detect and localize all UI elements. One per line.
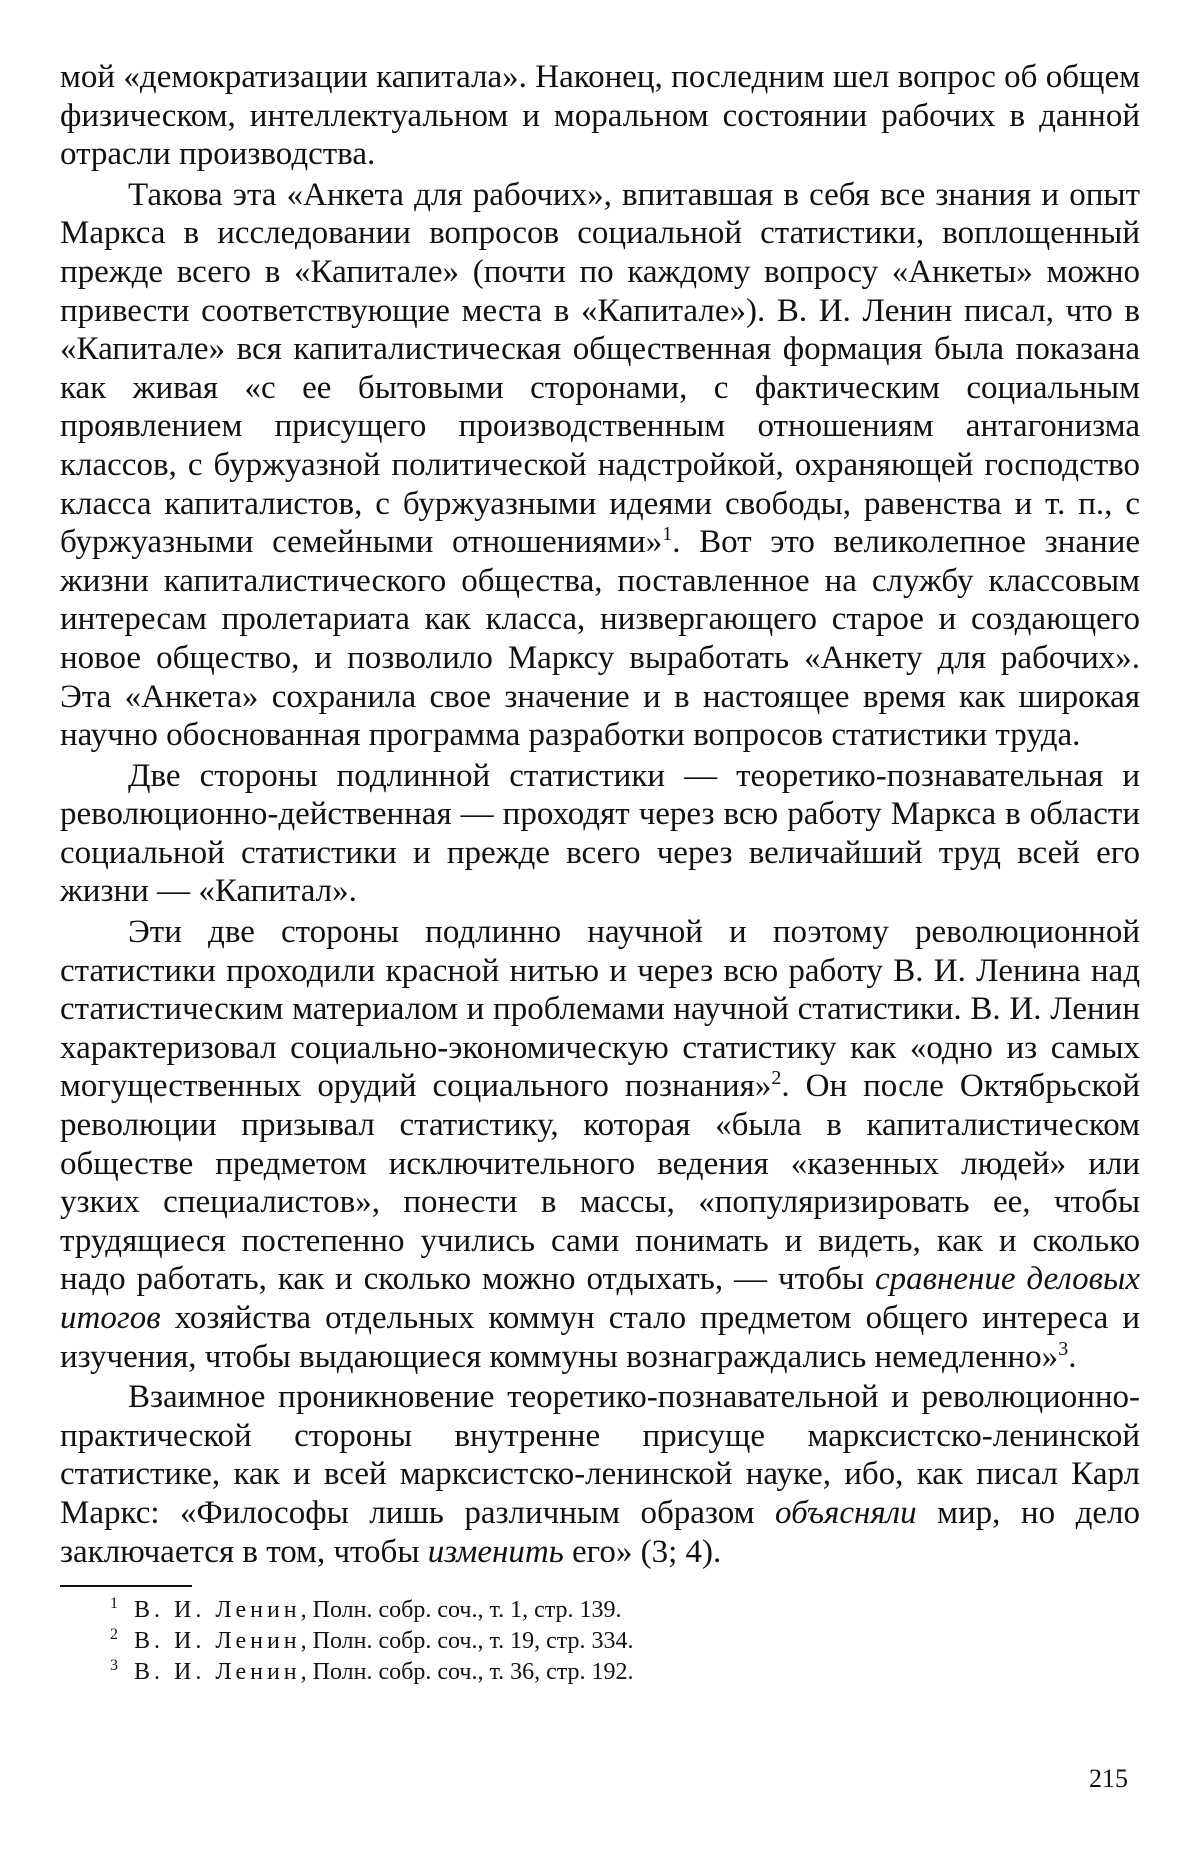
- paragraph: [60, 176, 1140, 755]
- emphasized-text: сравнение деловых итогов: [60, 1261, 1140, 1336]
- text-run: мир, но дело заключается в том, чтобы: [60, 1494, 1141, 1570]
- footnote-divider: [60, 1585, 192, 1587]
- text-run: . Он после Октябрьской революции призывал статистику, которая «была в капиталистическом обществе предметом исключительного ведения «казенных людей» или узких специалистов», понести в массы, «популяризировать ее, чтобы трудящиеся постепенно учились сами понимать и видеть, как и сколько надо работать, как и сколько можно отдыхать, — чтобы: [60, 1068, 1140, 1298]
- paragraph: [60, 1378, 1140, 1571]
- emphasized-text: объясняли: [775, 1494, 917, 1531]
- footnote: 3 В. И. Ленин, Полн. собр. соч., т. 36, стр. 192.: [110, 1657, 634, 1686]
- footnote-ref: 2: [771, 1067, 782, 1090]
- footnote-citation: , Полн. собр. соч., т. 1, стр. 139.: [300, 1597, 622, 1624]
- footnote: 1 В. И. Ленин, Полн. собр. соч., т. 1, стр. 139.: [110, 1595, 622, 1624]
- paragraph: [60, 757, 1140, 911]
- text-run: хозяйства отдельных коммун стало предметом общего интереса и изучения, чтобы выдающиеся коммуны вознаграждались немедленно»: [60, 1300, 1140, 1375]
- text-run: мой «демократизации капитала». Наконец, последним шел вопрос об общем физическом, интеллектуальном и моральном состоянии рабочих в данной отрасли производства.: [60, 59, 1140, 173]
- footnote-ref: 1: [662, 523, 673, 546]
- footnote: 2 В. И. Ленин, Полн. собр. соч., т. 19, стр. 334.: [110, 1626, 634, 1655]
- text-run: его» (3; 4).: [563, 1533, 722, 1570]
- text-run: Эти две стороны подлинно научной и поэтому революционной статистики проходили красной нитью и через всю работу В. И. Ленина над статистическим материалом и проблемами научной статистики. В. И. Ленин характеризовал социально-экономическую статистику как «одно из самых могущественных орудий социального познания»: [60, 914, 1140, 1105]
- text-run: Две стороны подлинной статистики — теоретико-познавательная и революционно-действенная — проходят через всю работу Маркса в области социальной статистики и прежде всего через величайший труд всей его жизни — «Капитал».: [60, 757, 1140, 910]
- main-text: [60, 58, 1140, 1571]
- text-run: . Вот это великолепное знание жизни капиталистического общества, поставленное на службу классовым интересам пролетариата как класса, низвергающего старое и создающего новое общество, и позволило Марксу выработать «Анкету для рабочих». Эта «Анкета» сохранила свое значение и в настоящее время как широкая научно обоснованная программа разработки вопросов статистики труда.: [60, 524, 1140, 754]
- footnote-ref: 3: [1058, 1337, 1069, 1360]
- footnote-author: В. И. Ленин: [134, 1597, 301, 1624]
- text-run: .: [1068, 1338, 1077, 1375]
- emphasized-text: изменить: [427, 1533, 564, 1570]
- footnote-author: В. И. Ленин: [134, 1659, 301, 1686]
- paragraph: [60, 913, 1140, 1376]
- paragraph: [60, 58, 1140, 174]
- page-body: [60, 58, 1140, 1688]
- footnote-author: В. И. Ленин: [134, 1628, 301, 1655]
- text-run: Такова эта «Анкета для рабочих», впитавшая в себя все знания и опыт Маркса в исследовании вопросов социальной статистики, воплощенный прежде всего в «Капитале» (почти по каждому вопросу «Анкеты» можно привести соответствующие места в «Капитале»). В. И. Ленин писал, что в «Капитале» вся капиталистическая общественная формация была показана как живая «с ее бытовыми сторонами, с фактическим социальным проявлением присущего производственным отношениям антагонизма классов, с буржуазной политической надстройкой, охраняющей господство класса капиталистов, с буржуазными идеями свободы, равенства и т. п., с буржуазными семейными отношениями»: [60, 176, 1140, 561]
- footnote-citation: , Полн. собр. соч., т. 19, стр. 334.: [300, 1628, 634, 1655]
- page-number: 215: [1089, 1764, 1128, 1793]
- footnotes: [110, 1595, 1140, 1688]
- footnote-citation: , Полн. собр. соч., т. 36, стр. 192.: [300, 1659, 634, 1686]
- text-run: Взаимное проникновение теоретико-познавательной и революционно-практической стороны внутренне присуще марксистско-ленинской статистике, как и всей марксистско-ленинской науке, ибо, как писал Карл Маркс: «Философы лишь различным образом: [60, 1379, 1140, 1531]
